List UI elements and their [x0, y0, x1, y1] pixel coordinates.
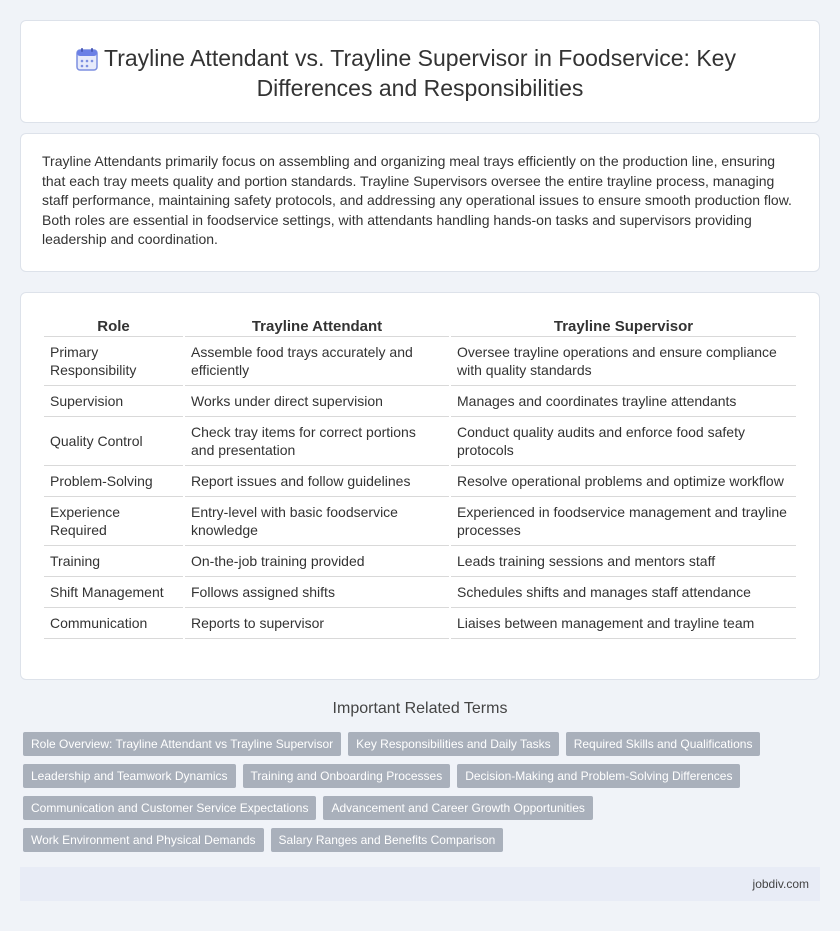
- supervisor-cell: Leads training sessions and mentors staff: [451, 546, 796, 577]
- related-term-tag[interactable]: Work Environment and Physical Demands: [23, 828, 264, 852]
- row-label: Supervision: [44, 386, 183, 417]
- related-terms-list: [23, 732, 813, 860]
- related-term-tag[interactable]: Key Responsibilities and Daily Tasks: [348, 732, 559, 756]
- supervisor-cell: Liaises between management and trayline team: [451, 608, 796, 639]
- header-role: Role: [44, 315, 183, 337]
- comparison-card: [20, 292, 820, 680]
- table-row: [44, 466, 796, 497]
- row-label: Primary Responsibility: [44, 337, 183, 386]
- supervisor-cell: Conduct quality audits and enforce food safety protocols: [451, 417, 796, 466]
- title-card: [20, 20, 820, 123]
- supervisor-cell: Resolve operational problems and optimize workflow: [451, 466, 796, 497]
- row-label: Communication: [44, 608, 183, 639]
- row-label: Training: [44, 546, 183, 577]
- related-term-tag[interactable]: Salary Ranges and Benefits Comparison: [271, 828, 504, 852]
- row-label: Quality Control: [44, 417, 183, 466]
- related-term-tag[interactable]: Advancement and Career Growth Opportunities: [323, 796, 592, 820]
- table-row: [44, 497, 796, 546]
- related-terms-title: Important Related Terms: [332, 700, 508, 717]
- tag-row: [23, 764, 813, 788]
- table-row: [44, 546, 796, 577]
- table-row: [44, 608, 796, 639]
- attendant-cell: Entry-level with basic foodservice knowledge: [185, 497, 449, 546]
- related-term-tag[interactable]: Role Overview: Trayline Attendant vs Trayline Supervisor: [23, 732, 341, 756]
- comparison-table: [42, 315, 798, 639]
- row-label: Experience Required: [44, 497, 183, 546]
- table-header-row: [44, 315, 796, 337]
- supervisor-cell: Schedules shifts and manages staff attendance: [451, 577, 796, 608]
- site-link[interactable]: jobdiv.com: [752, 877, 809, 891]
- table-row: [44, 577, 796, 608]
- attendant-cell: Report issues and follow guidelines: [185, 466, 449, 497]
- supervisor-cell: Oversee trayline operations and ensure compliance with quality standards: [451, 337, 796, 386]
- row-label: Problem-Solving: [44, 466, 183, 497]
- supervisor-cell: Experienced in foodservice management and trayline processes: [451, 497, 796, 546]
- attendant-cell: Assemble food trays accurately and efficiently: [185, 337, 449, 386]
- attendant-cell: Reports to supervisor: [185, 608, 449, 639]
- supervisor-cell: Manages and coordinates trayline attendants: [451, 386, 796, 417]
- related-term-tag[interactable]: Leadership and Teamwork Dynamics: [23, 764, 236, 788]
- intro-paragraph: Trayline Attendants primarily focus on assembling and organizing meal trays efficiently on the production line, ensuring that each tray meets quality and portion standards. Trayline Supervisors oversee the entire trayline process, managing staff performance, maintaining safety protocols, and addressing any operational issues to ensure smooth production flow. Both roles are essential in foodservice settings, with attendants handling hands-on tasks and supervisors providing leadership and coordination.: [42, 153, 792, 247]
- related-term-tag[interactable]: Training and Onboarding Processes: [243, 764, 451, 788]
- attendant-cell: Follows assigned shifts: [185, 577, 449, 608]
- tag-row: [23, 796, 813, 820]
- row-label: Shift Management: [44, 577, 183, 608]
- attendant-cell: Check tray items for correct portions and presentation: [185, 417, 449, 466]
- attendant-cell: Works under direct supervision: [185, 386, 449, 417]
- tag-row: [23, 732, 813, 756]
- tag-row: [23, 828, 813, 852]
- attendant-cell: On-the-job training provided: [185, 546, 449, 577]
- header-supervisor: Trayline Supervisor: [451, 315, 796, 337]
- page-title: Trayline Attendant vs. Trayline Supervisor in Foodservice: Key Differences and Responsibilities: [104, 45, 736, 101]
- table-row: [44, 417, 796, 466]
- footer: [20, 867, 820, 901]
- table-row: [44, 386, 796, 417]
- related-term-tag[interactable]: Decision-Making and Problem-Solving Differences: [457, 764, 740, 788]
- intro-card: [20, 133, 820, 272]
- related-term-tag[interactable]: Communication and Customer Service Expectations: [23, 796, 316, 820]
- table-row: [44, 337, 796, 386]
- related-term-tag[interactable]: Required Skills and Qualifications: [566, 732, 761, 756]
- header-attendant: Trayline Attendant: [185, 315, 449, 337]
